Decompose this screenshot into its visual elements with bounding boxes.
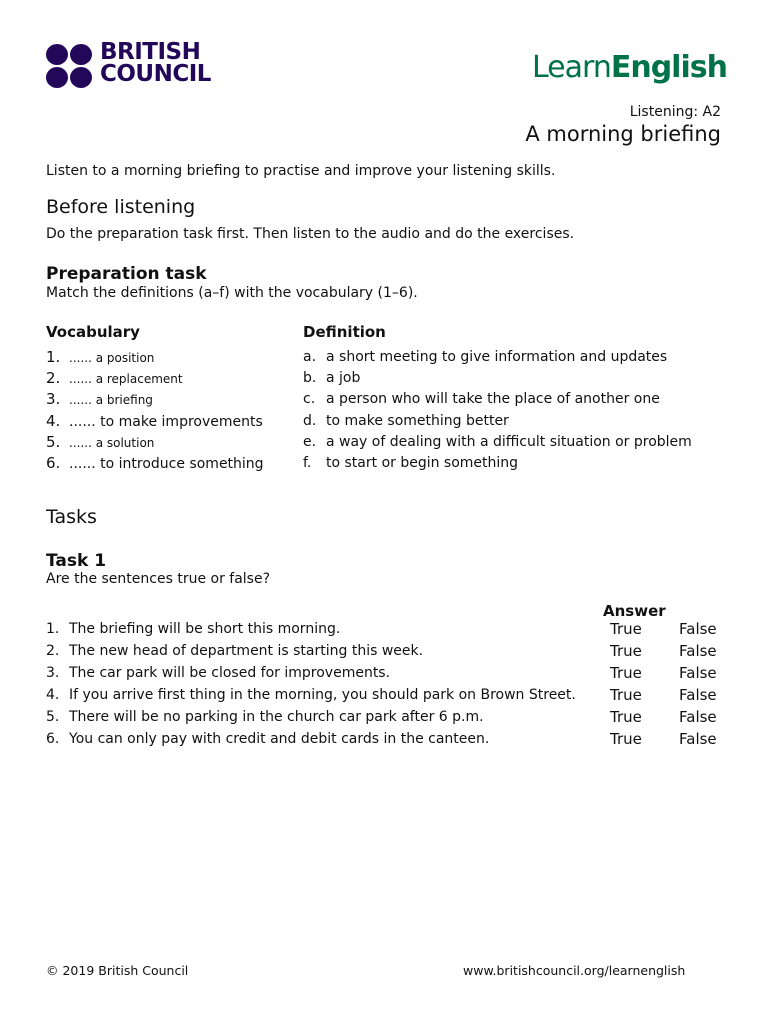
learnenglish-logo bbox=[532, 50, 727, 85]
task-row bbox=[46, 708, 484, 726]
definition-text: a job bbox=[326, 370, 361, 386]
task-row bbox=[46, 664, 390, 682]
definition-text: a short meeting to give information and updates bbox=[326, 349, 668, 365]
task-row bbox=[46, 686, 576, 704]
definition-item bbox=[303, 390, 660, 408]
task-number: 4. bbox=[46, 687, 60, 703]
brand-english: English bbox=[610, 50, 727, 85]
true-option[interactable]: True bbox=[610, 686, 642, 704]
answer-header: Answer bbox=[603, 602, 666, 620]
task-row bbox=[46, 642, 423, 660]
level-label: Listening: A2 bbox=[629, 104, 721, 120]
preparation-instruction: Match the definitions (a–f) with the vocabulary (1–6). bbox=[46, 285, 418, 301]
vocabulary-header: Vocabulary bbox=[46, 323, 140, 341]
vocab-item bbox=[46, 369, 183, 387]
logo-line-1: BRITISH bbox=[100, 39, 201, 65]
false-option[interactable]: False bbox=[679, 642, 717, 660]
vocab-text: ...... a solution bbox=[69, 436, 155, 450]
task-sentence: You can only pay with credit and debit cards in the canteen. bbox=[69, 731, 490, 747]
task-sentence: The new head of department is starting this week. bbox=[69, 643, 424, 659]
vocab-number: 6. bbox=[46, 454, 61, 472]
preparation-task-heading: Preparation task bbox=[46, 264, 207, 284]
false-option[interactable]: False bbox=[679, 620, 717, 638]
task1-instruction: Are the sentences true or false? bbox=[46, 571, 271, 587]
vocab-number: 3. bbox=[46, 390, 61, 408]
true-option[interactable]: True bbox=[610, 730, 642, 748]
task-sentence: The car park will be closed for improvements. bbox=[69, 665, 391, 681]
definition-letter: e. bbox=[303, 434, 317, 450]
vocab-text: ...... a briefing bbox=[69, 393, 153, 407]
false-option[interactable]: False bbox=[679, 686, 717, 704]
vocab-item bbox=[46, 390, 153, 408]
brand-learn: Learn bbox=[532, 50, 611, 85]
before-listening-text: Do the preparation task first. Then listen to the audio and do the exercises. bbox=[46, 226, 575, 242]
task-number: 5. bbox=[46, 709, 60, 725]
definition-item bbox=[303, 454, 518, 472]
definition-item bbox=[303, 433, 692, 451]
true-option[interactable]: True bbox=[610, 642, 642, 660]
vocab-text: ...... to introduce something bbox=[69, 456, 264, 472]
intro-text: Listen to a morning briefing to practise and improve your listening skills. bbox=[46, 163, 556, 179]
definition-letter: c. bbox=[303, 391, 316, 407]
true-option[interactable]: True bbox=[610, 620, 642, 638]
true-option[interactable]: True bbox=[610, 708, 642, 726]
definition-letter: a. bbox=[303, 349, 317, 365]
task-number: 2. bbox=[46, 643, 60, 659]
definition-letter: f. bbox=[303, 455, 312, 471]
definition-text: a person who will take the place of another one bbox=[326, 391, 660, 407]
task-number: 1. bbox=[46, 621, 60, 637]
vocab-item bbox=[46, 433, 154, 451]
false-option[interactable]: False bbox=[679, 664, 717, 682]
footer-url-link[interactable]: www.britishcouncil.org/learnenglish bbox=[463, 963, 686, 978]
task-sentence: If you arrive first thing in the morning, you should park on Brown Street. bbox=[69, 687, 576, 703]
vocab-number: 4. bbox=[46, 412, 61, 430]
false-option[interactable]: False bbox=[679, 730, 717, 748]
logo-line-2: COUNCIL bbox=[100, 61, 211, 87]
vocab-item bbox=[46, 412, 263, 430]
vocab-text: ...... a replacement bbox=[69, 372, 183, 386]
definition-item bbox=[303, 369, 360, 387]
false-option[interactable]: False bbox=[679, 708, 717, 726]
copyright-text: © 2019 British Council bbox=[46, 963, 189, 978]
task-row bbox=[46, 730, 489, 748]
task-row bbox=[46, 620, 340, 638]
definition-text: to start or begin something bbox=[326, 455, 519, 471]
definition-text: a way of dealing with a difficult situation or problem bbox=[326, 434, 692, 450]
tasks-heading: Tasks bbox=[46, 506, 97, 528]
task-number: 3. bbox=[46, 665, 60, 681]
task1-heading: Task 1 bbox=[46, 551, 107, 571]
vocab-item bbox=[46, 454, 264, 472]
british-council-logo-icon bbox=[46, 44, 94, 88]
definition-letter: d. bbox=[303, 413, 317, 429]
vocab-number: 5. bbox=[46, 433, 61, 451]
vocab-text: ...... a position bbox=[69, 351, 155, 365]
vocab-number: 1. bbox=[46, 348, 61, 366]
british-council-logo-text bbox=[100, 41, 211, 85]
task-sentence: There will be no parking in the church car park after 6 p.m. bbox=[69, 709, 484, 725]
before-listening-heading: Before listening bbox=[46, 196, 196, 218]
task-sentence: The briefing will be short this morning. bbox=[69, 621, 341, 637]
definition-text: to make something better bbox=[326, 413, 509, 429]
definition-item bbox=[303, 412, 509, 430]
vocab-item bbox=[46, 348, 154, 366]
vocab-text: ...... to make improvements bbox=[69, 414, 263, 430]
true-option[interactable]: True bbox=[610, 664, 642, 682]
definition-item bbox=[303, 348, 667, 366]
definition-letter: b. bbox=[303, 370, 317, 386]
vocab-number: 2. bbox=[46, 369, 61, 387]
page-title: A morning briefing bbox=[525, 122, 721, 146]
definition-header: Definition bbox=[303, 323, 386, 341]
task-number: 6. bbox=[46, 731, 60, 747]
